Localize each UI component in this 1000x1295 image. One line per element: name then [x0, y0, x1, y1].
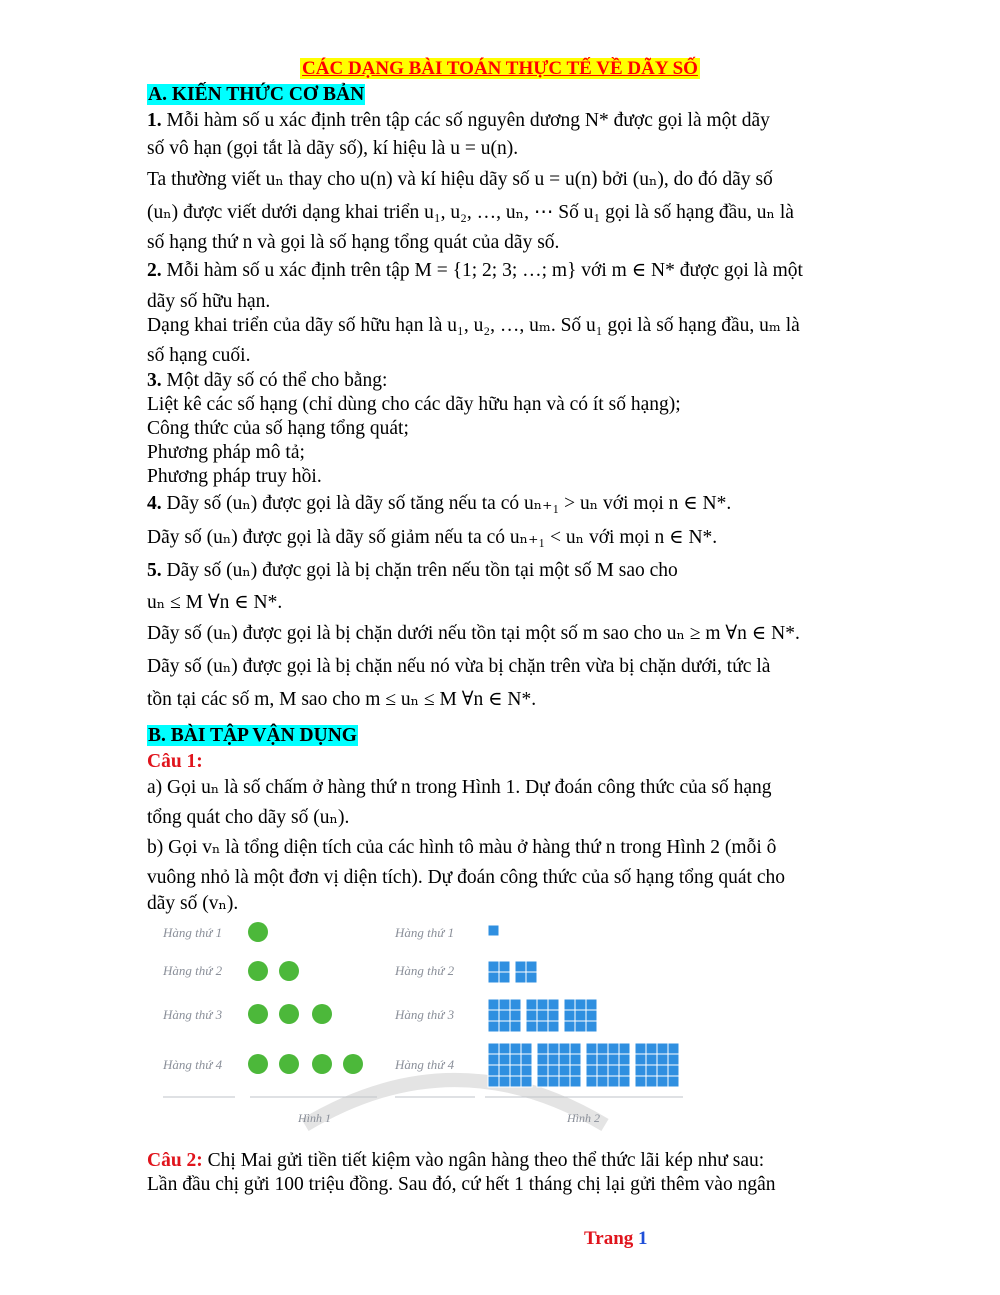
unit-square [488, 972, 499, 983]
text-line: 1. Mỗi hàm số u xác định trên tập các số nguyên dương N* được gọi là một dãy [147, 110, 770, 131]
unit-square [526, 1021, 537, 1032]
unit-square [488, 1010, 499, 1021]
dot [248, 1054, 268, 1074]
unit-square [548, 1021, 559, 1032]
unit-square [570, 1054, 581, 1065]
text-line: tổng quát cho dãy số (uₙ). [147, 807, 350, 828]
unit-square [510, 1054, 521, 1065]
text-line: Dạng khai triển của dãy số hữu hạn là u₁, u₂, …, uₘ. Số u₁ gọi là số hạng đầu, uₘ là [147, 315, 800, 336]
unit-square [537, 1076, 548, 1087]
unit-square [657, 1065, 668, 1076]
text-line: Lần đầu chị gửi 100 triệu đồng. Sau đó, cứ hết 1 tháng chị lại gửi thêm vào ngân [147, 1174, 776, 1195]
row-label: Hàng thứ 1 [395, 925, 455, 940]
unit-square [575, 1010, 586, 1021]
unit-square [559, 1054, 570, 1065]
row-label: Hàng thứ 4 [395, 1057, 455, 1072]
squares-group [488, 925, 679, 1087]
unit-square [619, 1076, 630, 1087]
unit-square [488, 1043, 499, 1054]
section-a-heading: A. KIẾN THỨC CƠ BẢN [148, 84, 365, 105]
unit-square [559, 1076, 570, 1087]
unit-square [608, 1076, 619, 1087]
text-line: (uₙ) được viết dưới dạng khai triển u₁, u₂, …, uₙ, ⋯ Số u₁ gọi là số hạng đầu, uₙ là [147, 202, 794, 223]
text-line: số hạng cuối. [147, 345, 251, 366]
unit-square [515, 961, 526, 972]
unit-square [510, 1076, 521, 1087]
unit-square [548, 1076, 559, 1087]
row-label: Hàng thứ 3 [163, 1007, 223, 1022]
unit-square [668, 1054, 679, 1065]
unit-square [526, 999, 537, 1010]
unit-square [521, 1076, 532, 1087]
unit-square [537, 1054, 548, 1065]
unit-square [521, 1065, 532, 1076]
dot [312, 1004, 332, 1024]
dots-group [248, 922, 363, 1074]
unit-square [510, 1021, 521, 1032]
unit-square [608, 1054, 619, 1065]
text-line: b) Gọi vₙ là tổng diện tích của các hình tô màu ở hàng thứ n trong Hình 2 (mỗi ô [147, 837, 777, 858]
row-label: Hàng thứ 4 [163, 1057, 223, 1072]
text-line: số hạng thứ n và gọi là số hạng tổng quát của dãy số. [147, 232, 560, 253]
unit-square [608, 1043, 619, 1054]
unit-square [499, 1076, 510, 1087]
unit-square [586, 999, 597, 1010]
unit-square [499, 961, 510, 972]
question-1-label: Câu 1: [147, 751, 203, 772]
dot [343, 1054, 363, 1074]
unit-square [657, 1043, 668, 1054]
unit-square [608, 1065, 619, 1076]
row-label: Hàng thứ 3 [395, 1007, 455, 1022]
unit-square [564, 1010, 575, 1021]
text-line: 3. Một dãy số có thể cho bằng: [147, 370, 388, 391]
figure-caption: Hình 1 [298, 1111, 331, 1125]
figure-caption: Hình 2 [567, 1111, 600, 1125]
unit-square [559, 1065, 570, 1076]
unit-square [488, 1021, 499, 1032]
dot [312, 1054, 332, 1074]
text-line: 5. Dãy số (uₙ) được gọi là bị chặn trên nếu tồn tại một số M sao cho [147, 560, 678, 581]
unit-square [635, 1054, 646, 1065]
unit-square [586, 1021, 597, 1032]
text-line: Công thức của số hạng tổng quát; [147, 418, 409, 439]
page-title: CÁC DẠNG BÀI TOÁN THỰC TẾ VỀ DÃY SỐ [302, 58, 698, 79]
unit-square [635, 1065, 646, 1076]
unit-square [668, 1043, 679, 1054]
unit-square [537, 999, 548, 1010]
unit-square [488, 1076, 499, 1087]
unit-square [499, 1010, 510, 1021]
unit-square [537, 1043, 548, 1054]
unit-square [586, 1010, 597, 1021]
unit-square [499, 1065, 510, 1076]
unit-square [521, 1043, 532, 1054]
unit-square [510, 1065, 521, 1076]
row-label: Hàng thứ 2 [395, 963, 455, 978]
text-line: vuông nhỏ là một đơn vị diện tích). Dự đoán công thức của số hạng tổng quát cho [147, 867, 785, 888]
unit-square [564, 1021, 575, 1032]
unit-square [619, 1054, 630, 1065]
dot [248, 922, 268, 942]
text-line: Dãy số (uₙ) được gọi là dãy số giảm nếu ta có uₙ₊₁ < uₙ với mọi n ∈ N*. [147, 527, 718, 548]
text-line: Liệt kê các số hạng (chỉ dùng cho các dãy hữu hạn và có ít số hạng); [147, 394, 681, 415]
row-label: Hàng thứ 2 [163, 963, 223, 978]
unit-square [537, 1065, 548, 1076]
unit-square [499, 972, 510, 983]
unit-square [488, 1065, 499, 1076]
text-line: dãy số hữu hạn. [147, 291, 271, 312]
unit-square [510, 1010, 521, 1021]
unit-square [564, 999, 575, 1010]
dot [279, 1004, 299, 1024]
unit-square [548, 1043, 559, 1054]
unit-square [499, 1054, 510, 1065]
dot [248, 961, 268, 981]
dot [279, 1054, 299, 1074]
unit-square [635, 1076, 646, 1087]
page-footer: Trang 1 [584, 1228, 648, 1249]
dot [279, 961, 299, 981]
unit-square [575, 999, 586, 1010]
row-label: Hàng thứ 1 [163, 925, 223, 940]
text-line: 4. Dãy số (uₙ) được gọi là dãy số tăng nếu ta có uₙ₊₁ > uₙ với mọi n ∈ N*. [147, 493, 732, 514]
unit-square [499, 999, 510, 1010]
unit-square [526, 972, 537, 983]
unit-square [646, 1043, 657, 1054]
unit-square [488, 961, 499, 972]
unit-square [597, 1065, 608, 1076]
text-line: Phương pháp truy hồi. [147, 466, 322, 487]
unit-square [586, 1065, 597, 1076]
unit-square [537, 1021, 548, 1032]
question-2-line: Câu 2: Chị Mai gửi tiền tiết kiệm vào ngân hàng theo thể thức lãi kép như sau: [147, 1150, 765, 1171]
unit-square [597, 1043, 608, 1054]
text-line: Dãy số (uₙ) được gọi là bị chặn nếu nó vừa bị chặn trên vừa bị chặn dưới, tức là [147, 656, 771, 677]
unit-square [488, 925, 499, 936]
unit-square [499, 1021, 510, 1032]
unit-square [575, 1021, 586, 1032]
unit-square [510, 999, 521, 1010]
text-line: Phương pháp mô tả; [147, 442, 305, 463]
unit-square [570, 1076, 581, 1087]
text-line: Ta thường viết uₙ thay cho u(n) và kí hiệu dãy số u = u(n) bởi (uₙ), do đó dãy số [147, 169, 773, 190]
unit-square [586, 1054, 597, 1065]
unit-square [537, 1010, 548, 1021]
figure [155, 915, 695, 1135]
text-line: uₙ ≤ M ∀n ∈ N*. [147, 592, 283, 613]
unit-square [586, 1076, 597, 1087]
text-line: Dãy số (uₙ) được gọi là bị chặn dưới nếu tồn tại một số m sao cho uₙ ≥ m ∀n ∈ N*. [147, 623, 800, 644]
unit-square [548, 1010, 559, 1021]
unit-square [570, 1065, 581, 1076]
unit-square [646, 1065, 657, 1076]
unit-square [619, 1065, 630, 1076]
unit-square [499, 1043, 510, 1054]
unit-square [657, 1076, 668, 1087]
unit-square [668, 1076, 679, 1087]
unit-square [597, 1054, 608, 1065]
unit-square [510, 1043, 521, 1054]
unit-square [548, 1054, 559, 1065]
unit-square [597, 1076, 608, 1087]
section-b-heading: B. BÀI TẬP VẬN DỤNG [148, 725, 357, 746]
unit-square [646, 1054, 657, 1065]
unit-square [521, 1054, 532, 1065]
unit-square [488, 1054, 499, 1065]
dot [248, 1004, 268, 1024]
unit-square [559, 1043, 570, 1054]
unit-square [515, 972, 526, 983]
unit-square [488, 999, 499, 1010]
unit-square [646, 1076, 657, 1087]
text-line: tồn tại các số m, M sao cho m ≤ uₙ ≤ M ∀n ∈ N*. [147, 689, 537, 710]
unit-square [668, 1065, 679, 1076]
unit-square [526, 961, 537, 972]
unit-square [526, 1010, 537, 1021]
unit-square [548, 1065, 559, 1076]
text-line: 2. Mỗi hàm số u xác định trên tập M = {1; 2; 3; …; m} với m ∈ N* được gọi là một [147, 260, 803, 281]
unit-square [548, 999, 559, 1010]
unit-square [570, 1043, 581, 1054]
text-line: số vô hạn (gọi tắt là dãy số), kí hiệu là u = u(n). [147, 138, 519, 159]
unit-square [635, 1043, 646, 1054]
unit-square [619, 1043, 630, 1054]
unit-square [586, 1043, 597, 1054]
text-line: dãy số (vₙ). [147, 893, 239, 914]
text-line: a) Gọi uₙ là số chấm ở hàng thứ n trong Hình 1. Dự đoán công thức của số hạng [147, 777, 772, 798]
unit-square [657, 1054, 668, 1065]
